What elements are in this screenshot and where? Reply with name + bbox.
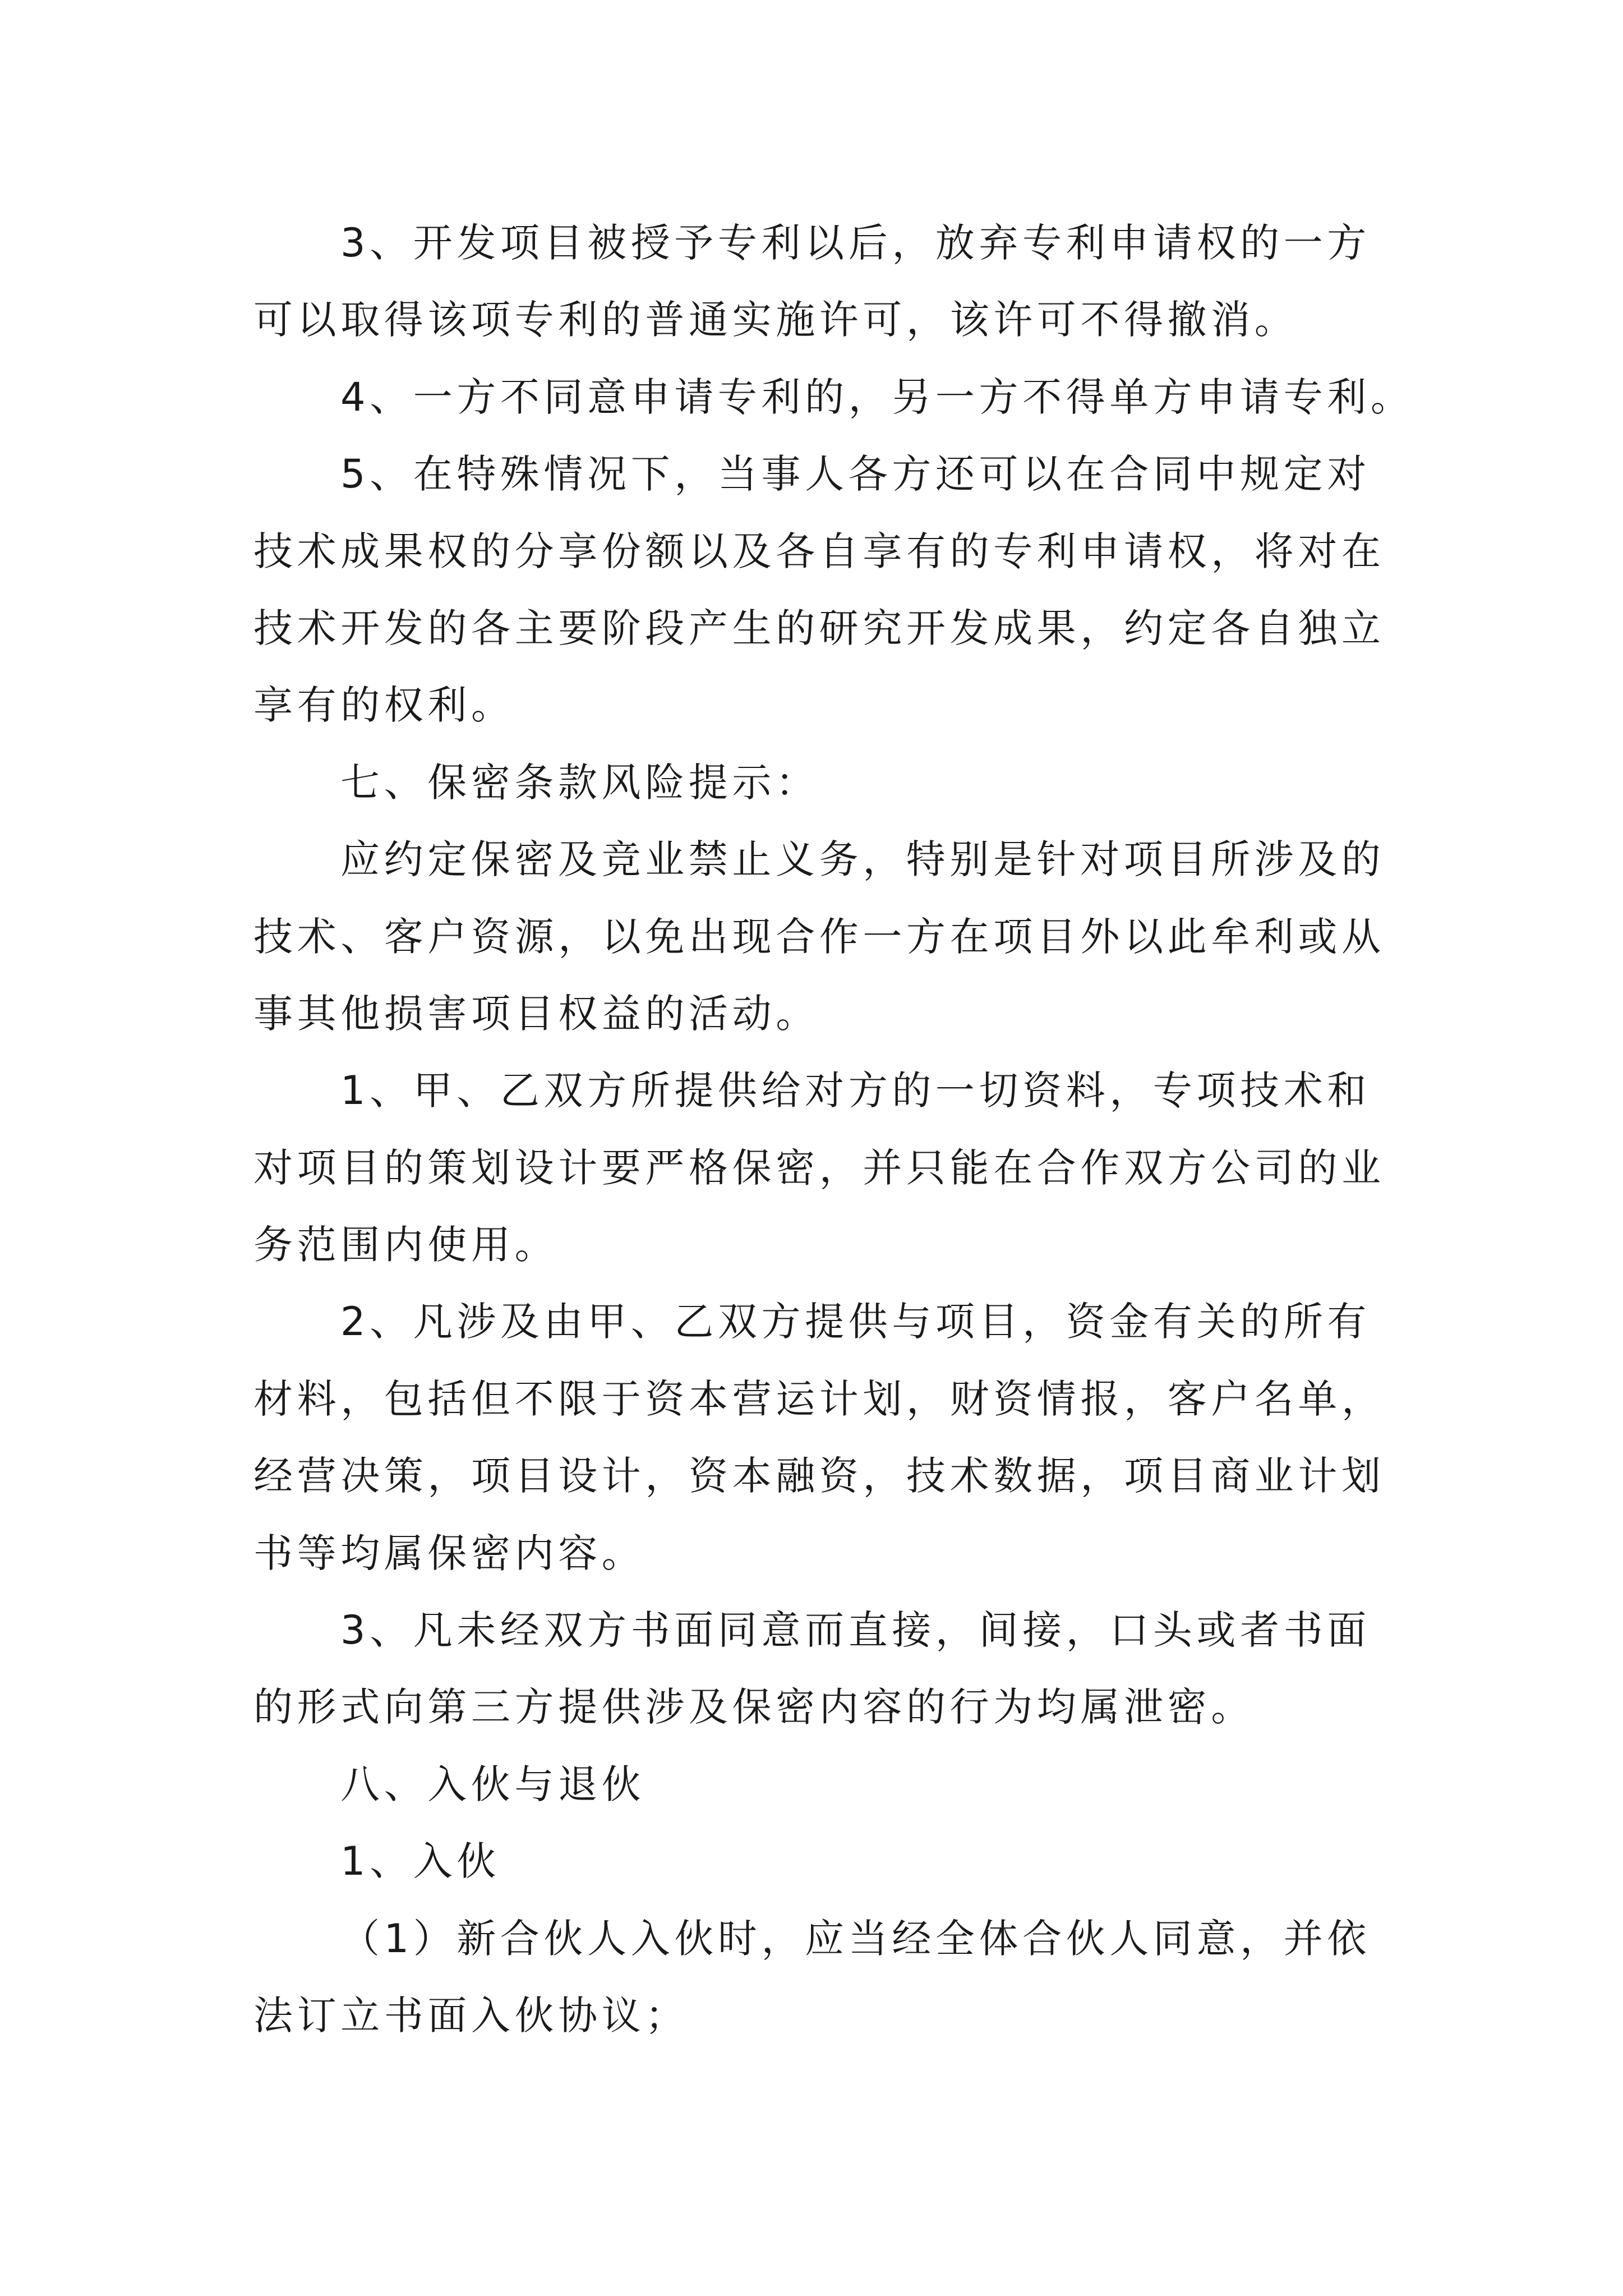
text-line: 法订立书面入伙协议； <box>253 1992 689 2039</box>
text-line: 材料，包括但不限于资本营运计划，财资情报，客户名单， <box>253 1375 1385 1422</box>
paragraph-confidentiality-item-3 <box>253 1592 1431 1746</box>
text-line: 的形式向第三方提供涉及保密内容的行为均属泄密。 <box>253 1684 1255 1731</box>
paragraph-admission-item-1 <box>253 1901 1431 2055</box>
paragraph-patent-license <box>253 205 1431 359</box>
text-line: 5、在特殊情况下，当事人各方还可以在合同中规定对 <box>340 451 1371 498</box>
paragraph-patent-refusal <box>253 359 1431 436</box>
text-line: 技术、客户资源，以免出现合作一方在项目外以此牟利或从 <box>253 913 1385 960</box>
text-line: 对项目的策划设计要严格保密，并只能在合作双方公司的业 <box>253 1144 1385 1191</box>
text-line: 可以取得该项专利的普通实施许可，该许可不得撤消。 <box>253 297 1298 343</box>
text-line: （1）新合伙人入伙时，应当经全体合伙人同意，并依 <box>340 1915 1371 1962</box>
paragraph-confidentiality-item-2 <box>253 1283 1431 1592</box>
section-heading: 七、保密条款风险提示： <box>340 759 819 806</box>
section-heading-admission-withdrawal <box>253 1746 1431 1823</box>
paragraph-confidentiality-item-1 <box>253 1052 1431 1283</box>
document-body <box>253 205 1431 2054</box>
text-line: 应约定保密及竞业禁止义务，特别是针对项目所涉及的 <box>340 836 1385 883</box>
text-line: 3、开发项目被授予专利以后，放弃专利申请权的一方 <box>340 220 1371 266</box>
text-line: 务范围内使用。 <box>253 1222 559 1268</box>
text-line: 书等均属保密内容。 <box>253 1530 645 1576</box>
text-line: 技术成果权的分享份额以及各自享有的专利申请权，将对在 <box>253 528 1385 574</box>
section-heading-confidentiality <box>253 744 1431 821</box>
text-line: 经营决策，项目设计，资本融资，技术数据，项目商业计划 <box>253 1453 1385 1499</box>
paragraph-special-cases <box>253 436 1431 744</box>
text-line: 1、甲、乙双方所提供给对方的一切资料，专项技术和 <box>340 1068 1371 1114</box>
section-heading: 八、入伙与退伙 <box>340 1761 645 1807</box>
subsection-heading: 1、入伙 <box>340 1838 500 1885</box>
text-line: 技术开发的各主要阶段产生的研究开发成果，约定各自独立 <box>253 605 1385 651</box>
text-line: 事其他损害项目权益的活动。 <box>253 990 819 1037</box>
paragraph-confidentiality-intro <box>253 821 1431 1052</box>
text-line: 4、一方不同意申请专利的，另一方不得单方申请专利。 <box>340 374 1414 420</box>
text-line: 3、凡未经双方书面同意而直接，间接，口头或者书面 <box>340 1607 1371 1654</box>
subsection-heading-admission <box>253 1823 1431 1900</box>
text-line: 2、凡涉及由甲、乙双方提供与项目，资金有关的所有 <box>340 1299 1371 1345</box>
text-line: 享有的权利。 <box>253 682 515 729</box>
